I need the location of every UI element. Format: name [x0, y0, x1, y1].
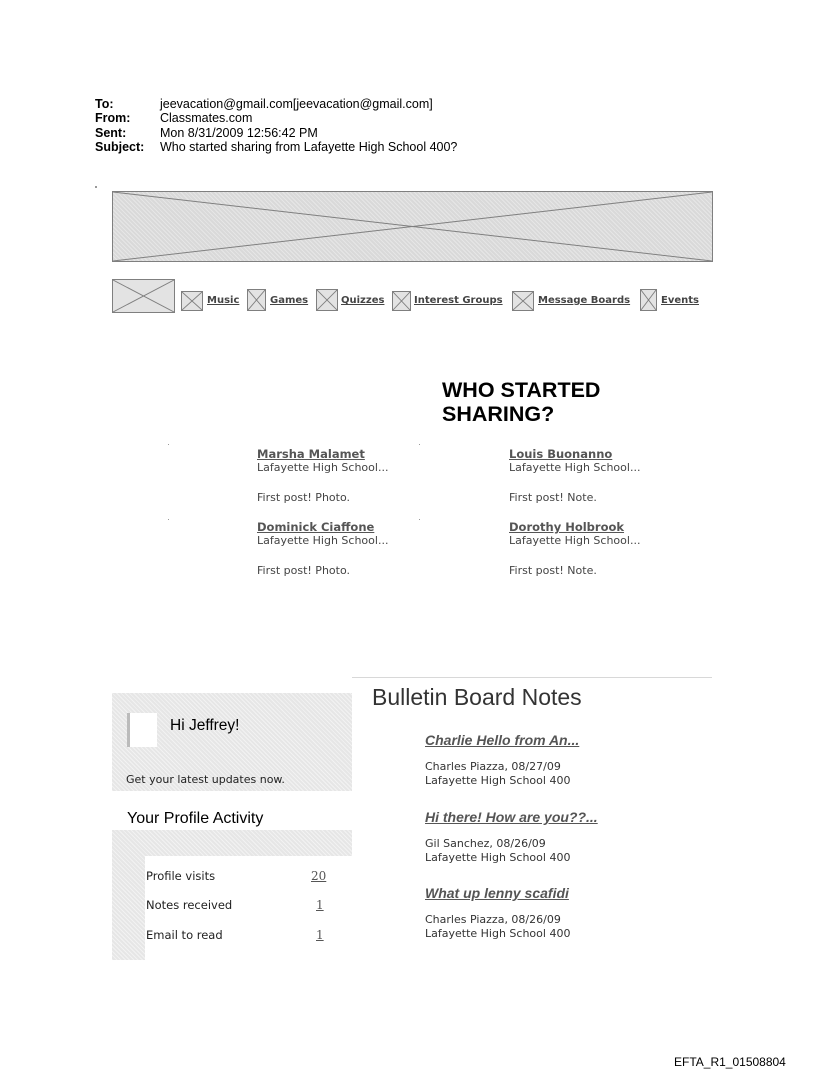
bulletin-divider	[352, 677, 712, 678]
bulletin-board-title: Bulletin Board Notes	[372, 684, 582, 710]
sharer-post: First post! Photo.	[257, 491, 350, 504]
bulletin-note	[425, 732, 579, 787]
greeting-panel	[112, 693, 352, 791]
who-started-sharing-title: WHO STARTED SHARING?	[442, 378, 601, 426]
note-title[interactable]: What up lenny scafidi	[425, 885, 569, 901]
note-school: Lafayette High School 400	[425, 926, 571, 940]
broken-image-icon	[113, 192, 712, 261]
message-boards-icon	[512, 291, 534, 311]
from-label: From:	[95, 111, 131, 126]
sharer-school: Lafayette High School...	[257, 534, 389, 547]
profile-activity-title: Your Profile Activity	[127, 810, 264, 827]
sharer-card	[509, 447, 640, 505]
interest-groups-icon	[392, 291, 411, 311]
note-school: Lafayette High School 400	[425, 850, 571, 864]
note-meta	[425, 837, 598, 864]
to-row	[95, 97, 457, 111]
latest-updates-text[interactable]: Get your latest updates now.	[126, 773, 285, 786]
stray-dot	[419, 444, 420, 445]
note-title[interactable]: Charlie Hello from An...	[425, 732, 580, 748]
stray-dot	[168, 519, 169, 520]
sharer-post: First post! Note.	[509, 491, 597, 504]
note-meta	[425, 760, 579, 787]
logo-image-placeholder	[112, 279, 175, 313]
sharer-card	[509, 520, 640, 578]
stat-label-email-to-read: Email to read	[146, 928, 223, 942]
stat-label-notes-received: Notes received	[146, 898, 233, 912]
bulletin-note	[425, 809, 598, 864]
sharer-name[interactable]: Dominick Ciaffone	[257, 520, 375, 534]
stray-dot	[95, 186, 97, 188]
note-author: Gil Sanchez, 08/26/09	[425, 837, 546, 850]
to-value: jeevacation@gmail.com[jeevacation@gmail.com]	[160, 97, 433, 111]
music-icon	[181, 291, 203, 311]
avatar	[127, 713, 157, 747]
bulletin-note	[425, 885, 570, 940]
note-meta	[425, 913, 570, 940]
sharer-school: Lafayette High School...	[257, 461, 389, 474]
to-label: To:	[95, 97, 114, 111]
sharer-name[interactable]: Marsha Malamet	[257, 447, 365, 461]
note-title[interactable]: Hi there! How are you??...	[425, 809, 598, 825]
nav-events[interactable]: Events	[661, 295, 699, 306]
sent-row	[95, 126, 457, 140]
stat-label-profile-visits: Profile visits	[146, 869, 216, 883]
sharer-school: Lafayette High School...	[509, 461, 641, 474]
sharer-card	[257, 447, 388, 505]
subject-row	[95, 140, 457, 154]
subject-value: Who started sharing from Lafayette High School 400?	[160, 139, 458, 154]
from-row	[95, 111, 457, 125]
sharer-school: Lafayette High School...	[509, 534, 641, 547]
nav-games[interactable]: Games	[270, 295, 309, 306]
stat-value-notes-received[interactable]: 1	[316, 898, 324, 912]
sharer-post: First post! Note.	[509, 564, 597, 577]
from-value: Classmates.com	[160, 111, 253, 126]
broken-image-icon	[113, 280, 174, 312]
sharer-post: First post! Photo.	[257, 564, 350, 577]
sharer-card	[257, 520, 388, 578]
sharer-name[interactable]: Dorothy Holbrook	[509, 520, 625, 534]
document-id: EFTA_R1_01508804	[674, 1055, 786, 1069]
banner-image-placeholder	[112, 191, 713, 262]
note-school: Lafayette High School 400	[425, 773, 571, 787]
stat-value-email-to-read[interactable]: 1	[316, 928, 324, 942]
events-icon	[640, 289, 657, 311]
nav-interest-groups[interactable]: Interest Groups	[414, 295, 503, 306]
email-header	[95, 97, 457, 154]
note-author: Charles Piazza, 08/26/09	[425, 913, 561, 926]
stray-dot	[168, 444, 169, 445]
sent-value: Mon 8/31/2009 12:56:42 PM	[160, 125, 318, 140]
subject-label: Subject:	[95, 139, 145, 154]
nav-message-boards[interactable]: Message Boards	[538, 295, 631, 306]
stray-dot	[419, 519, 420, 520]
games-icon	[247, 289, 266, 311]
nav-music[interactable]: Music	[207, 295, 240, 306]
note-author: Charles Piazza, 08/27/09	[425, 760, 561, 773]
stat-value-profile-visits[interactable]: 20	[311, 869, 327, 883]
sharer-name[interactable]: Louis Buonanno	[509, 447, 613, 461]
greeting-text: Hi Jeffrey!	[170, 717, 240, 734]
quizzes-icon	[316, 289, 338, 311]
nav-quizzes[interactable]: Quizzes	[341, 295, 385, 306]
sent-label: Sent:	[95, 125, 127, 140]
